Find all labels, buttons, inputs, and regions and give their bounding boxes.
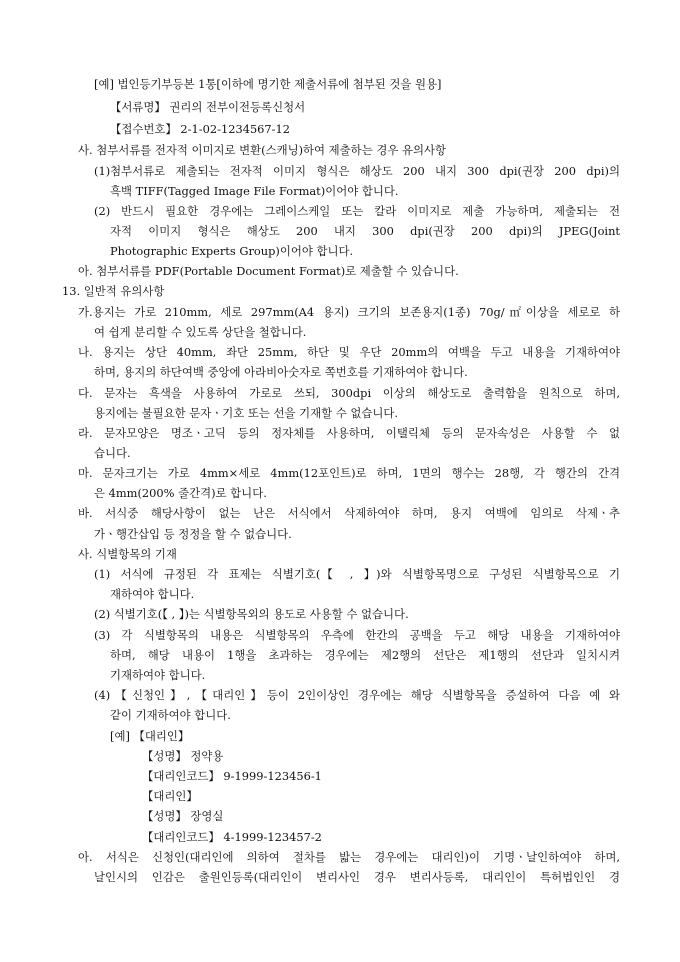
- paragraph-line: 날인시의 인감은 출원인등록(대리인이 변리사인 경우 변리사등록, 대리인이 특허법인인 경: [94, 870, 620, 884]
- paragraph-line: 여 쉽게 분리할 수 있도록 상단을 철합니다.: [94, 325, 307, 339]
- paragraph-line: 라. 문자모양은 명조ㆍ고딕 등의 정자체를 사용하며, 이탤릭체 등의 문자속성은 사용할 수 없: [78, 426, 620, 440]
- paragraph-line: 하며, 해당 내용이 1행을 초과하는 경우에는 제2행의 선단은 제1행의 선단과 일치시켜: [110, 648, 620, 662]
- receipt-number-field: 【접수번호】 2-1-02-1234567-12: [110, 122, 291, 136]
- example-line: [예] 법인등기부등본 1통[이하에 명기한 제출서류에 첨부된 것을 원용]: [94, 77, 442, 91]
- example-name-field: 【성명】 정약용: [142, 749, 224, 763]
- example-agent-label: [예] 【대리인】: [110, 729, 190, 743]
- paragraph-line: 재하여야 합니다.: [110, 587, 195, 601]
- paragraph-line: 마. 문자크기는 가로 4mm×세로 4mm(12포인트)로 하며, 1면의 행수는 28행, 각 행간의 간격: [78, 466, 620, 480]
- paragraph-line: 같이 기재하여야 합니다.: [110, 708, 231, 722]
- example-agent-code-field: 【대리인코드】 9-1999-123456-1: [142, 769, 322, 783]
- example-name-field: 【성명】 장영실: [142, 809, 224, 823]
- paragraph-line: (1)첨부서류로 제출되는 전자적 이미지 형식은 해상도 200 내지 300 dpi(권장 200 dpi)의: [94, 164, 620, 178]
- example-agent-label: 【대리인】: [142, 789, 198, 803]
- paragraph-line: (2) 식별기호(【 , 】)는 식별항목외의 용도로 사용할 수 없습니다.: [94, 607, 409, 621]
- section-a-heading: 아. 첨부서류를 PDF(Portable Document Format)로 제출할 수 있습니다.: [78, 264, 459, 278]
- paragraph-line: 자적 이미지 형식은 해상도 200 내지 300 dpi(권장 200 dpi)의 JPEG(Joint: [110, 224, 620, 238]
- paragraph-line: 은 4mm(200% 줄간격)로 합니다.: [94, 486, 267, 500]
- example-agent-code-field: 【대리인코드】 4-1999-123457-2: [142, 830, 322, 844]
- paragraph-line: 다. 문자는 흑색을 사용하여 가로로 쓰되, 300dpi 이상의 해상도로 출력함을 원칙으로 하며,: [78, 386, 620, 400]
- paragraph-line: 가.용지는 가로 210mm, 세로 297mm(A4 용지) 크기의 보존용지(1종) 70g/㎡이상을 세로로 하: [78, 305, 620, 319]
- paragraph-line: 하며, 용지의 하단여백 중앙에 아라비아숫자로 쪽번호를 기재하여야 합니다.: [94, 365, 468, 379]
- paragraph-line: Photographic Experts Group)이어야 합니다.: [110, 244, 354, 258]
- section-13-heading: 13. 일반적 유의사항: [62, 284, 165, 298]
- paragraph-line: 기재하여야 합니다.: [110, 668, 206, 682]
- paragraph-line: 습니다.: [94, 446, 131, 460]
- paragraph-line: 바. 서식중 해당사항이 없는 난은 서식에서 삭제하여야 하며, 용지 여백에 임의로 삭제ㆍ추: [78, 506, 620, 520]
- paragraph-line: 아. 서식은 신청인(대리인에 의하여 절차를 밟는 경우에는 대리인)이 기명ㆍ날인하여야 하며,: [78, 850, 620, 864]
- paragraph-line: 가ㆍ행간삽입 등 정정을 할 수 없습니다.: [94, 527, 292, 541]
- section-sa-identification-heading: 사. 식별항목의 기재: [78, 547, 177, 561]
- paragraph-line: 용지에는 불필요한 문자ㆍ기호 또는 선을 기재할 수 없습니다.: [94, 406, 399, 420]
- paragraph-line: (4)【신청인】,【대리인】등이 2인이상인 경우에는 해당 식별항목을 증설하여 다음 예 와: [94, 688, 620, 702]
- paragraph-line: 나. 용지는 상단 40mm, 좌단 25mm, 하단 및 우단 20mm의 여백을 두고 내용을 기재하여야: [78, 345, 620, 359]
- paragraph-line: (3) 각 식별항목의 내용은 식별항목의 우측에 한칸의 공백을 두고 해당 내용을 기재하여야: [94, 628, 620, 642]
- section-sa-heading: 사. 첨부서류를 전자적 이미지로 변환(스캐닝)하여 제출하는 경우 유의사항: [78, 143, 446, 157]
- paragraph-line: (2) 반드시 필요한 경우에는 그레이스케일 또는 칼라 이미지로 제출 가능하며, 제출되는 전: [94, 204, 620, 218]
- doc-name-field: 【서류명】 권리의 전부이전등록신청서: [110, 100, 306, 114]
- paragraph-line: 흑백 TIFF(Tagged Image File Format)이어야 합니다.: [110, 184, 399, 198]
- paragraph-line: (1) 서식에 규정된 각 표제는 식별기호(【 , 】)와 식별항목명으로 구성된 식별항목으로 기: [94, 567, 620, 581]
